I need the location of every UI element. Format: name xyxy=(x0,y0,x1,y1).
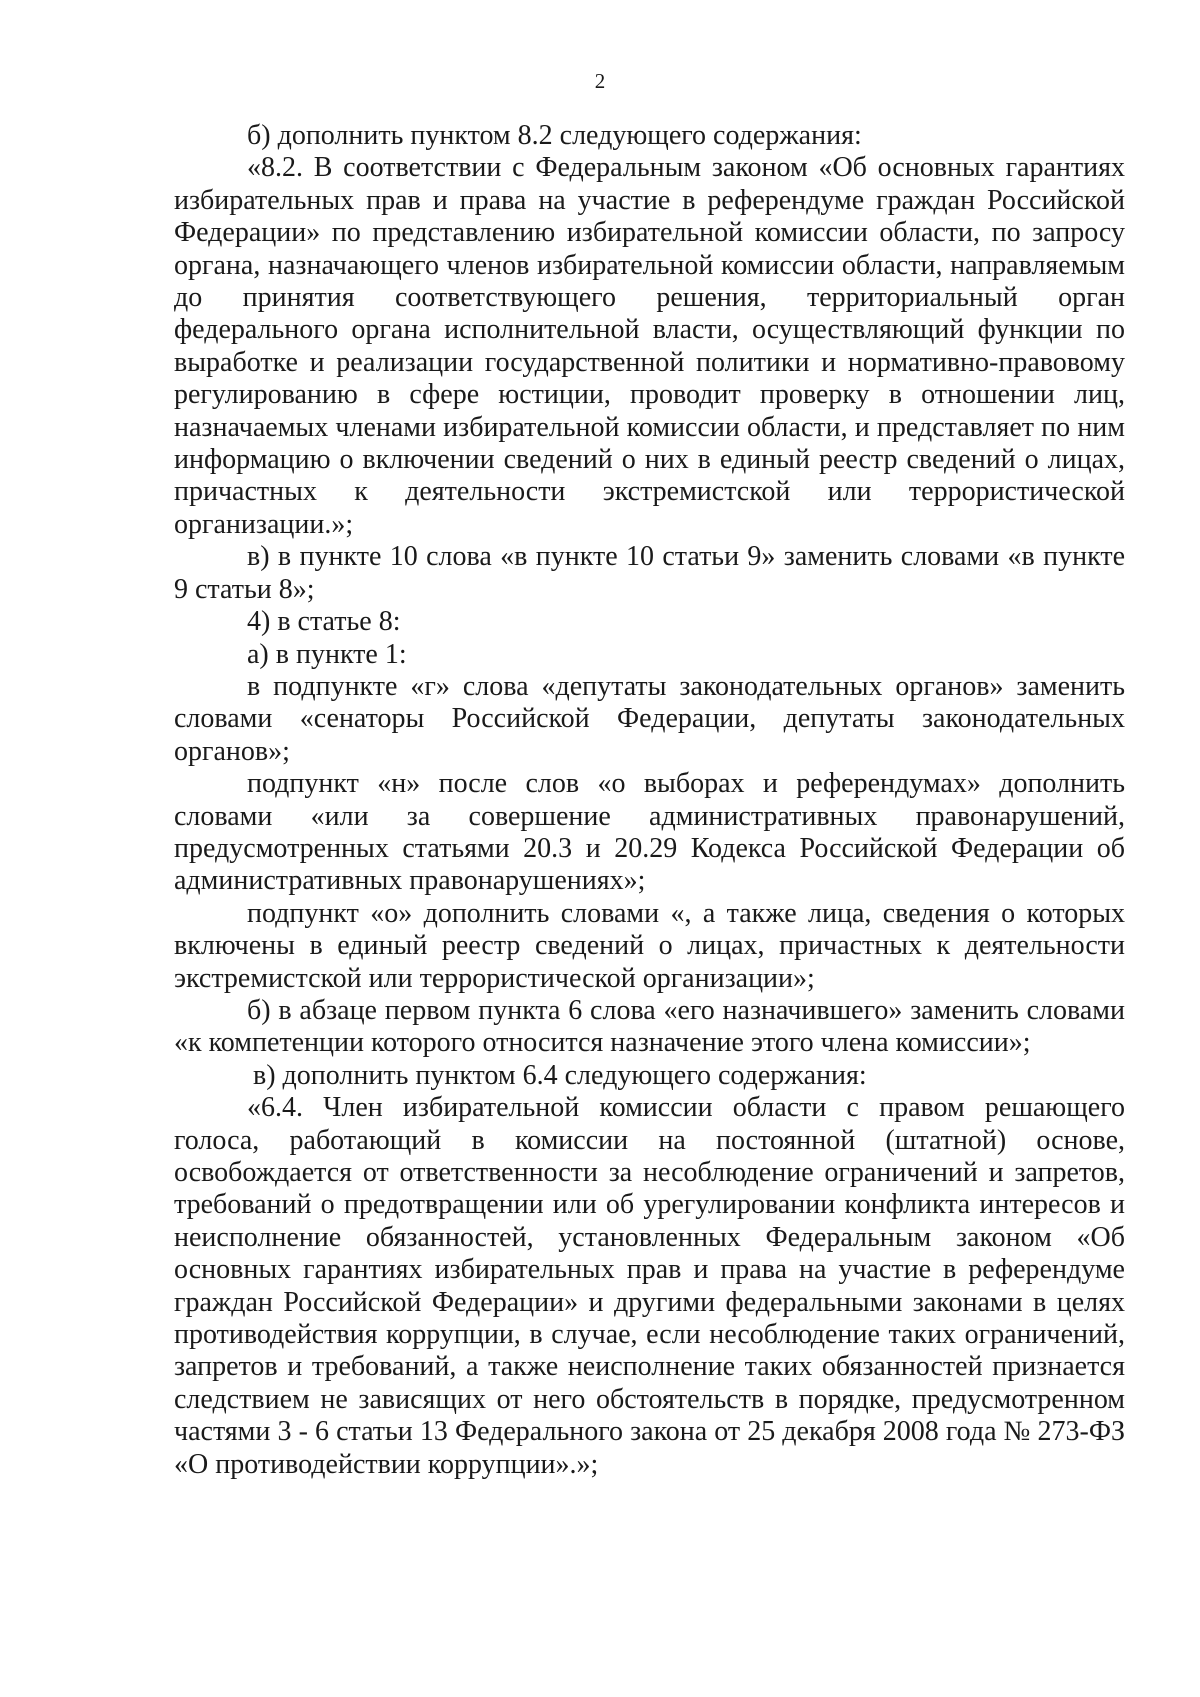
paragraph-subpoint-o: подпункт «о» дополнить словами «, а также лица, сведения о которых включены в единый реестр сведений о лицах, причастных к деятельности экстремистской или террористической организации»; xyxy=(174,897,1125,994)
paragraph-clause-8-2: «8.2. В соответствии с Федеральным законом «Об основных гарантиях избирательных прав и права на участие в референдуме граждан Российской Федерации» по представлению избирательной комиссии области, по запросу органа, назначающего членов избирательной комиссии области, направляемым до принятия соответствующего решения, территориальный орган федерального органа исполнительной власти, осуществляющий функции по выработке и реализации государственной политики и нормативно-правовому регулированию в сфере юстиции, проводит проверку в отношении лиц, назначаемых членами избирательной комиссии области, и представляет по ним информацию о включении сведений о них в единый реестр сведений о лицах, причастных к деятельности экстремистской или террористической организации.»; xyxy=(174,152,1125,540)
paragraph-article-8-heading: 4) в статье 8: xyxy=(247,606,401,638)
paragraph-item-v-point-10: в) в пункте 10 слова «в пункте 10 статьи 9» заменить словами «в пункте 9 статьи 8»; xyxy=(174,541,1125,605)
paragraph-item-b-intro: б) дополнить пунктом 8.2 следующего содержания: xyxy=(247,120,862,151)
paragraph-subpoint-g: в подпункте «г» слова «депутаты законодательных органов» заменить словами «сенаторы Российской Федерации, депутаты законодательных органов»; xyxy=(174,670,1125,767)
paragraph-item-v-intro: в) дополнить пунктом 6.4 следующего содержания: xyxy=(253,1059,867,1091)
document-body xyxy=(174,120,1125,1481)
paragraph-item-a-point-1: а) в пункте 1: xyxy=(247,638,407,670)
paragraph-subpoint-n: подпункт «н» после слов «о выборах и референдумах» дополнить словами «или за совершение административных правонарушений, предусмотренных статьями 20.3 и 20.29 Кодекса Российской Федерации об административных правонарушениях»; xyxy=(174,768,1125,897)
paragraph-item-b-point-6: б) в абзаце первом пункта 6 слова «его назначившего» заменить словами «к компетенции которого относится назначение этого члена комиссии»; xyxy=(174,994,1125,1059)
paragraph-clause-6-4: «6.4. Член избирательной комиссии области с правом решающего голоса, работающий в комиссии на постоянной (штатной) основе, освобождается от ответственности за несоблюдение ограничений и запретов, требований о предотвращении или об урегулировании конфликта интересов и неисполнение обязанностей, установленных Федеральным законом «Об основных гарантиях избирательных прав и права на участие в референдуме граждан Российской Федерации» и другими федеральными законами в целях противодействия коррупции, в случае, если несоблюдение таких ограничений, запретов и требований, а также неисполнение таких обязанностей признается следствием не зависящих от него обстоятельств в порядке, предусмотренном частями 3 - 6 статьи 13 Федерального закона от 25 декабря 2008 года № 273-ФЗ «О противодействии коррупции».»; xyxy=(174,1092,1125,1480)
page-number: 2 xyxy=(594,69,606,93)
